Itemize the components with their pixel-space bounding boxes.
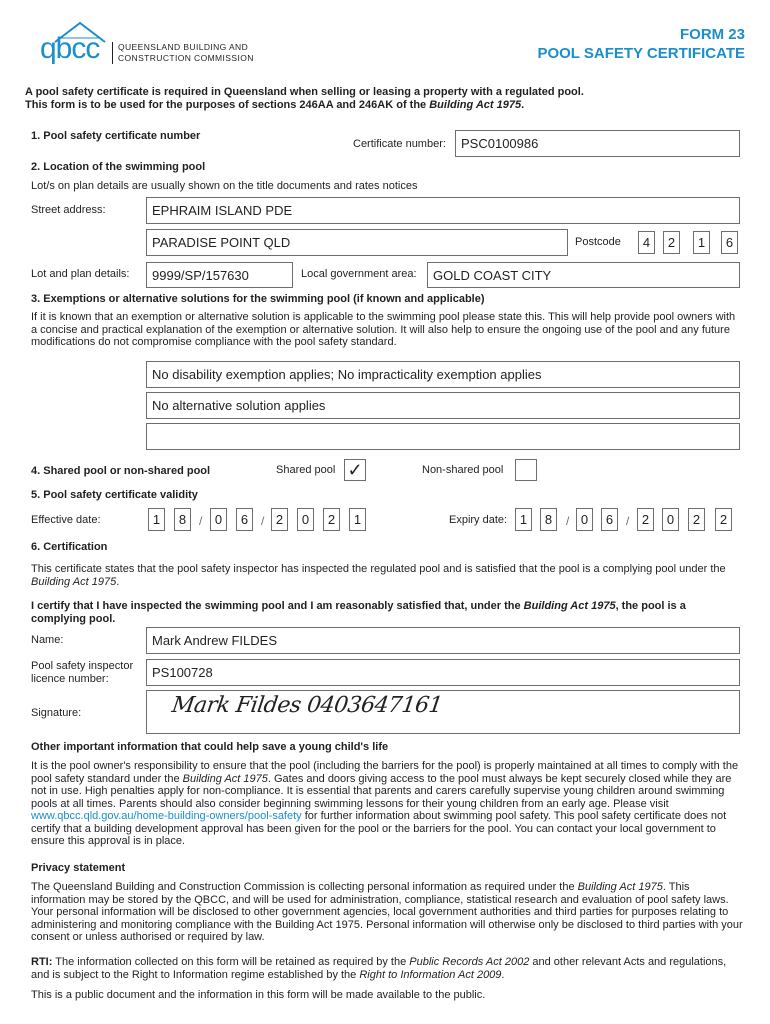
licence-label-line2: licence number: bbox=[31, 673, 109, 685]
signature-handwriting: Mark Fildes 0403647161 bbox=[170, 693, 444, 718]
postcode-digit[interactable]: 6 bbox=[721, 231, 738, 254]
org-name-line2: CONSTRUCTION COMMISSION bbox=[118, 53, 254, 63]
section3-heading: 3. Exemptions or alternative solutions for the swimming pool (if known and applicable) bbox=[31, 293, 485, 305]
rti-text-3: . bbox=[501, 968, 505, 981]
intro-line2-end: . bbox=[521, 99, 525, 111]
expiry-date-digit[interactable]: 8 bbox=[540, 508, 557, 531]
lga-field[interactable]: GOLD COAST CITY bbox=[427, 262, 740, 288]
effective-date-digit[interactable]: 0 bbox=[297, 508, 314, 531]
certificate-number-label: Certificate number: bbox=[353, 138, 446, 150]
section6-text: This certificate states that the pool safety inspector has inspected the regulated pool and is satisfied that the pool is a complying pool under the bbox=[31, 563, 726, 575]
rti-label: RTI: bbox=[31, 956, 53, 968]
qbcc-logo bbox=[38, 20, 254, 70]
postcode-digit[interactable]: 2 bbox=[663, 231, 680, 254]
expiry-date-digit[interactable]: 2 bbox=[715, 508, 732, 531]
name-label: Name: bbox=[31, 634, 64, 646]
effective-date-label: Effective date: bbox=[31, 514, 101, 526]
certify-text-end: , the pool is a complying pool. bbox=[31, 600, 686, 625]
signature-field[interactable] bbox=[146, 690, 740, 734]
exemption-line2[interactable]: No alternative solution applies bbox=[146, 392, 740, 419]
pool-safety-link[interactable]: www.qbcc.qld.gov.au/home-building-owners/pool-safety bbox=[31, 810, 302, 822]
privacy-act: Building Act 1975 bbox=[577, 881, 663, 893]
street-address-line2[interactable]: PARADISE POINT QLD bbox=[146, 229, 568, 256]
other-info-paragraph bbox=[31, 760, 743, 848]
org-name-line1: QUEENSLAND BUILDING AND bbox=[118, 42, 249, 52]
expiry-date-digit[interactable]: 2 bbox=[688, 508, 705, 531]
expiry-date-digit[interactable]: 2 bbox=[637, 508, 654, 531]
postcode-digit[interactable]: 1 bbox=[693, 231, 710, 254]
effective-date-digit[interactable]: 1 bbox=[148, 508, 165, 531]
expiry-date-digit[interactable]: 1 bbox=[515, 508, 532, 531]
lga-label: Local government area: bbox=[301, 268, 417, 280]
section3-paragraph: If it is known that an exemption or alternative solution is applicable to the swimming pool please state this. This will help provide pool owners with a concise and practical explanation of the exemption or alternative solution. It will also help to ensure the ongoing use of the pool and any future modifications do not compromise compliance with the pool safety standard. bbox=[31, 311, 736, 348]
other-info-text-2: . Gates and doors giving access to the pool must always be kept securely closed while they are not in use. High penalties apply for non-compliance. It is essential that parents and carers carefully supervise young children around swimming pools at all times. Parents should also consider beginning swimming lessons for their young children from an early age. Please visit bbox=[31, 772, 732, 810]
certify-statement bbox=[31, 600, 743, 625]
other-info-text-3: for further information about swimming pool safety. This pool safety certificate does not certify that a building development approval has been given for the pool or the barriers for the pool. You can contact your local government to ensure this approval is in place. bbox=[31, 810, 727, 847]
non-shared-pool-checkbox[interactable] bbox=[515, 459, 537, 481]
section6-heading: 6. Certification bbox=[31, 541, 108, 553]
signature-label: Signature: bbox=[31, 707, 82, 719]
lot-plan-label: Lot and plan details: bbox=[31, 268, 130, 280]
effective-date-digit[interactable]: 6 bbox=[236, 508, 253, 531]
other-info-act: Building Act 1975 bbox=[182, 772, 268, 785]
expiry-date-digit[interactable]: 6 bbox=[601, 508, 618, 531]
rti-text-1: The information collected on this form will be retained as required by the bbox=[52, 956, 410, 968]
effective-date-digit[interactable]: 8 bbox=[174, 508, 191, 531]
shared-pool-checkbox[interactable] bbox=[344, 459, 366, 481]
checkmark-icon: ✓ bbox=[347, 460, 363, 480]
section6-text-end: . bbox=[116, 575, 120, 588]
other-info-heading: Other important information that could help save a young child's life bbox=[31, 741, 389, 753]
section2-note: Lot/s on plan details are usually shown on the title documents and rates notices bbox=[31, 180, 418, 192]
expiry-date-digit[interactable]: 0 bbox=[576, 508, 593, 531]
postcode-digit[interactable]: 4 bbox=[638, 231, 655, 254]
shared-pool-label: Shared pool bbox=[276, 464, 336, 476]
logo-wordmark: qbcc bbox=[40, 32, 100, 65]
expiry-date-label: Expiry date: bbox=[449, 514, 508, 526]
rti-paragraph bbox=[31, 956, 743, 981]
rti-act-1: Public Records Act 2002 bbox=[409, 956, 530, 968]
section5-heading: 5. Pool safety certificate validity bbox=[31, 489, 198, 501]
licence-number-field[interactable]: PS100728 bbox=[146, 659, 740, 686]
non-shared-pool-label: Non-shared pool bbox=[422, 464, 504, 476]
section6-paragraph bbox=[31, 563, 743, 588]
street-address-label: Street address: bbox=[31, 204, 106, 216]
exemption-line1[interactable]: No disability exemption applies; No impracticality exemption applies bbox=[146, 361, 740, 388]
intro-act: Building Act 1975 bbox=[429, 99, 522, 111]
intro-line1: A pool safety certificate is required in Queensland when selling or leasing a property with a regulated pool. bbox=[25, 86, 584, 98]
privacy-paragraph bbox=[31, 881, 743, 944]
exemption-line3[interactable] bbox=[146, 423, 740, 450]
section1-heading: 1. Pool safety certificate number bbox=[31, 130, 201, 142]
intro-line2 bbox=[25, 99, 524, 112]
certify-act: Building Act 1975 bbox=[523, 600, 616, 612]
other-info-text-1: It is the pool owner's responsibility to ensure that the pool (including the barriers for the pool) is properly maintained at all times to comply with the pool safety standard under the bbox=[31, 760, 739, 785]
rti-act-2: Right to Information Act 2009 bbox=[359, 968, 502, 981]
effective-date-digit[interactable]: 0 bbox=[210, 508, 227, 531]
certificate-number-field[interactable]: PSC0100986 bbox=[455, 130, 740, 157]
effective-date-digit[interactable]: 1 bbox=[349, 508, 366, 531]
privacy-text-2: . This information may be stored by the QBCC, and will be used for administration, compliance, statistical research and evaluation of pool safety laws. Your personal information will be disclosed to other government agencies, local government authorities and third parties for purposes relating to administering and monitoring compliance with the Building Act 1975. Personal information will otherwise only be disclosed to third parties with your consent or unless authorised or required by law. bbox=[31, 881, 743, 943]
date-separator: / bbox=[261, 514, 265, 528]
date-separator: / bbox=[566, 514, 570, 528]
street-address-line1[interactable]: EPHRAIM ISLAND PDE bbox=[146, 197, 740, 224]
lot-plan-field[interactable]: 9999/SP/157630 bbox=[146, 262, 293, 288]
privacy-heading: Privacy statement bbox=[31, 862, 126, 874]
date-separator: / bbox=[199, 514, 203, 528]
section6-act: Building Act 1975 bbox=[31, 575, 117, 588]
public-document-note: This is a public document and the information in this form will be made available to the public. bbox=[31, 989, 486, 1001]
licence-label-line1: Pool safety inspector bbox=[31, 660, 134, 672]
effective-date-digit[interactable]: 2 bbox=[323, 508, 340, 531]
logo-divider bbox=[112, 42, 113, 64]
intro-line2-text: This form is to be used for the purposes of sections 246AA and 246AK of the bbox=[25, 99, 430, 111]
form-title: POOL SAFETY CERTIFICATE bbox=[537, 45, 745, 62]
date-separator: / bbox=[626, 514, 630, 528]
rti-text-2: and other relevant Acts and regulations, and is subject to the Right to Information regime established by the bbox=[31, 956, 727, 981]
form-number: FORM 23 bbox=[679, 26, 745, 43]
privacy-text-1: The Queensland Building and Construction Commission is collecting personal information as required under the bbox=[31, 881, 578, 893]
expiry-date-digit[interactable]: 0 bbox=[662, 508, 679, 531]
postcode-label: Postcode bbox=[575, 236, 621, 248]
certify-text: I certify that I have inspected the swimming pool and I am reasonably satisfied that, under the bbox=[31, 600, 524, 612]
inspector-name-field[interactable]: Mark Andrew FILDES bbox=[146, 627, 740, 654]
effective-date-digit[interactable]: 2 bbox=[271, 508, 288, 531]
section2-heading: 2. Location of the swimming pool bbox=[31, 161, 206, 173]
section4-heading: 4. Shared pool or non-shared pool bbox=[31, 465, 211, 477]
